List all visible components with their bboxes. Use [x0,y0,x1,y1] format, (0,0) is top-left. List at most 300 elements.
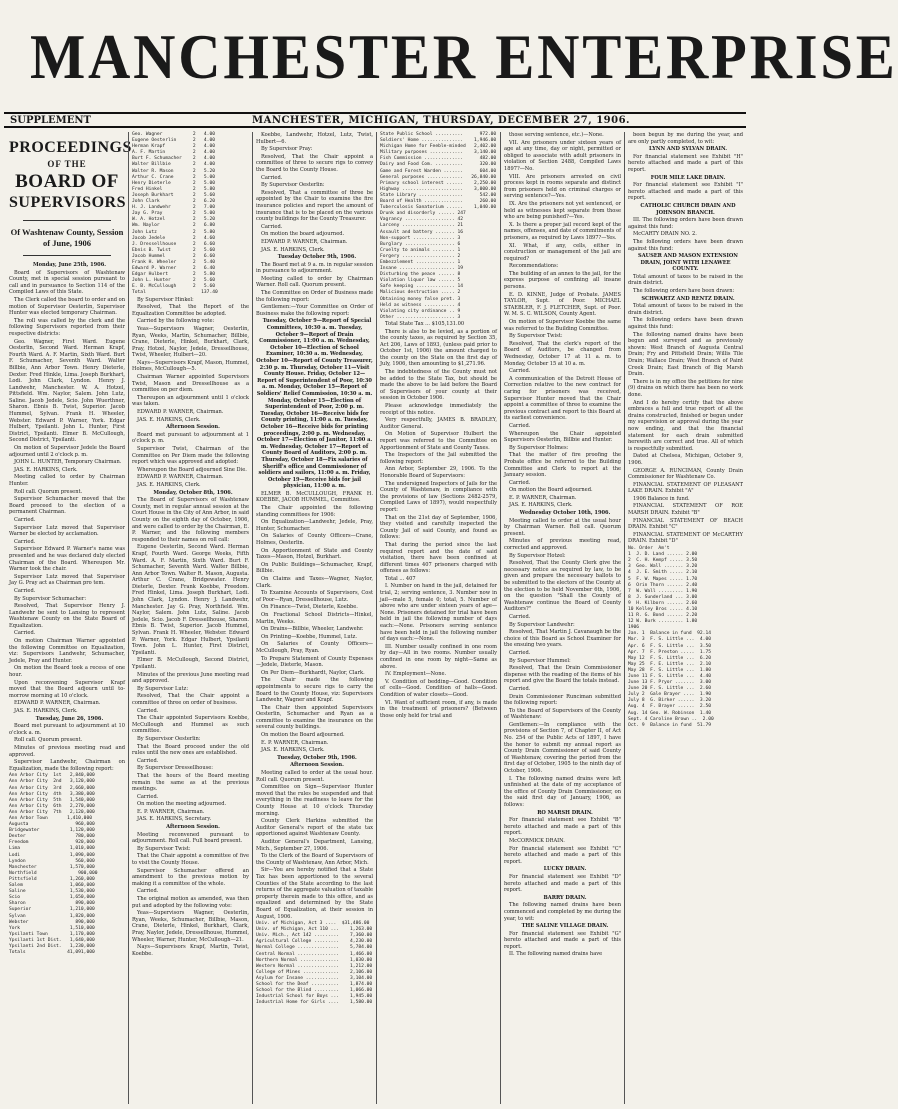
paragraph: Upon reconvening Supervisor Krapf moved that the Board adjourn until to-morrow morning at 10 o'clock. [9,679,125,699]
table-row: Western Normal ............... 1,212.00 [256,963,373,969]
table-row: Webster 890,000 [9,919,95,925]
paragraph: Resolved, That Supervisor Henry J. Landwehr be sent to Lansing to represent Washtenaw County on the State Board of Equalization. [9,603,125,629]
table-row: Violation liquor law ...... 5 [380,278,461,284]
paragraph: JAS. E. HARKINS, Clerk. [261,246,325,253]
paragraph: E. P. WARNER, Chairman. [509,494,577,501]
paragraph: Board met pursuant to adjournment at 10 o'clock a. m. [9,723,125,736]
paragraph: The following orders have been drawn: [633,288,735,295]
paragraph: On Public Buildings—Schumacher, Krapf, Billbie. [256,561,373,575]
table-row: 1906 [628,625,640,631]
paragraph: There is in my office the petitions for nine (9) drains on which there has been no work done. [628,378,743,398]
paragraph: VIII. Are prisoners arrested on civil process kept in rooms separate and distinct from prisoners held on criminal charges or serving sentence?—Yes. [504,173,621,200]
column-3-body [256,132,373,920]
table-row: Jacob Jedele 2 4.60 [132,235,215,241]
table-row: John Lutz 2 5.80 [132,229,215,235]
table-row: Univ. of Michigan, Act 3 .... $31,486.00 [256,921,370,927]
table-row: Insane .................... 19 [380,266,463,272]
paragraph: Carried. [14,630,36,637]
paragraph: On Fractional School Districts—Hinkel, Martin, Weeks. [256,611,373,625]
state-tax-table [256,921,373,1006]
table-row: Ann Arbor City 5th 1,540,000 [9,797,95,803]
column-2 [128,132,252,1104]
paragraph: For financial statement see Exhibit "H" hereto attached and made a part of this report. [628,153,743,173]
paragraph: The Board met at 9 a. m. in regular session in pursuance to adjournment. [256,261,373,275]
article-columns [6,132,746,1104]
paragraph: E. P. WARNER, Chairman. [261,739,329,746]
table-row: Apr. 7 F. Preston ..... 1.75 [628,649,711,655]
paragraph: Auditor General's Department, Lansing, Mich., September 27, 1906. [256,838,373,852]
paragraph: Monday, October 8th, 1906. [153,489,233,496]
paragraph: Nays—Supervisors Krapf, Mason, Hummel, Holmes, McCullough—5. [132,359,249,373]
paragraph: For financial statement see Exhibit "I" hereto attached and made a part of this report. [628,182,743,202]
paragraph: By Supervisor Oesterlin: [261,182,325,189]
headline-line-1: PROCEEDINGS [9,139,132,156]
table-row: Henry Dieterle 2 5.00 [132,180,215,186]
paragraph: The Committee on Order of Business made the following report: [256,290,373,303]
table-row: Other ..................... 3 [380,314,461,320]
paragraph: The building of an annex to the jail, for the express purpose of confining all insane persons. [504,270,621,291]
newspaper-page [4,0,898,1109]
paragraph: JAS. E. HARKINS, Clerk. [14,466,78,473]
table-row: Asylum for Insane ............ 3,104.00 [256,975,373,981]
paragraph: On Salaries of County Officers—Crane, Holmes, Oesterlin. [256,533,373,547]
paragraph: Carried. [137,707,159,714]
paragraph: 1906 Balance in fund. [633,495,690,502]
paragraph: The Clerk called the board to order and on motion of Supervisor Oesterlin, Supervisor Hunter was elected temporary Chairman. [9,296,125,317]
paragraph: VI. Want of sufficient room, if any, is made in the treatment of prisoners? (Between those only held for trial and [380,699,497,719]
table-row: Non-support ............... 3 [380,235,461,241]
paragraph: JAS. E. HARKINS, Clerk. [137,416,201,423]
table-row: Tuberculosis Sanatorium ...... 1,040.00 [380,205,497,211]
paragraph: CATHOLIC CHURCH DRAIN AND JOHNSON BRANCH. [640,202,736,216]
paragraph: There is also to be levied, as a portion of the county taxes, as required by Section 35, Act 206, Laws of 1893, (unless paid prior to October 1st, 1906) the amount charged to the county on the State on the first day of July, 1906, then amounting to $1,271.96. [380,328,497,368]
paragraph: Roll call. Quorum present. [14,488,83,495]
paragraph: County Clerk Harkins submitted the Auditor General's report of the state tax apportioned against Washtenaw County. [256,818,373,838]
paragraph: The following orders have been drawn against this fund: [628,317,743,331]
paragraph: Supervisor Twist, Chairman of the Committee on Per Diem made the following report which was approved and adopted: [132,446,249,466]
table-row: Frank H. Wheeler 2 5.40 [132,259,215,265]
paragraph: Yeas—Supervisors Wagner, Oesterlin, Ryan, Weeks, Schumacher, Billbie, Mason, Crane, Dieterle, Hinkel, Burkhart, Clark, Pray, Naylor, Jedele, Dressellhouse, Hummel, Wheeler, Warner, Hunter, McCullough—21. [132,910,249,943]
paragraph: FINANCIAL STATEMENT OF McCARTHY DRAIN. Exhibit "D" [628,531,743,545]
lake-drain-table [628,625,743,729]
table-row: General purposes ............. 26,840.00 [380,174,497,180]
paragraph: The following named drains have been commenced and completed by me during the year, to wit: [504,902,621,922]
table-row: Univ. Mich., Act 142 ......... 7,360.00 [256,933,373,939]
table-row: A. F. Martin 2 4.00 [132,150,215,156]
table-row: Larceny ................... 21 [380,223,463,229]
paragraph: JAS. E. HARKINS, Clerk. [509,502,573,509]
paragraph: Gentlemen:—In compliance with the provisions of Section 7, of Chapter II, of Act No. 254 of the Public Acts of 1897, I have the honor to submit my annual report as County Drain Commissioner of said County of Washtenaw, covering the period from the first day of October, 1905 to the ninth day of October, 1906. [504,721,621,775]
paragraph: JOHN L. HUNTER, Temporary Chairman. [14,459,122,466]
paragraph: Chairman Warner appointed Supervisors Twist, Mason and Dressellhouse as a committee on per diem. [132,374,249,394]
column-3 [252,132,376,1104]
table-row: June 13 F. Pryor ....... 3.00 [628,680,711,686]
paragraph: On motion the board adjourned. [261,231,345,238]
paragraph: III. The following orders have been drawn against this fund: [628,217,743,230]
paragraph: Minutes of previous meeting read and approved. [9,744,125,758]
table-row: Salem 1,060,000 [9,883,95,889]
paragraph: Wednesday October 10th, 1906. [519,510,611,517]
newspaper-title: MANCHESTER ENTERPRISE [29,22,898,92]
paragraph: By Supervisor Twist: [509,333,563,340]
paragraph: By Supervisor Hummel: [509,657,571,664]
table-row: Lyndon 560,000 [9,858,95,864]
location-date: MANCHESTER, MICHIGAN, THURSDAY, DECEMBER 27, 1906. [252,115,631,126]
table-row: No. Order Am't [628,546,670,552]
table-row: Augusta 960,000 [9,822,95,828]
column-4 [376,132,500,1104]
paragraph: been begun by me during the year, and are only partly completed, to wit: [628,132,743,145]
paragraph: Whereupon the Chair appointed Supervisors Oesterlin, Billbie and Hunter. [504,430,621,444]
paragraph: Meeting called to order by Chairman Warner. Roll call. Quorum present. [256,275,373,289]
session-subtitle: Of Washtenaw County, Session of June, 1906 [10,227,124,248]
table-row: Jay G. Pray 2 5.00 [132,211,215,217]
paragraph: THE SALINE VILLAGE DRAIN. [521,923,609,930]
paragraph: II. The following named drains have [509,951,603,958]
paragraph: On Salaries of County Officers—McCullough, Pray, Ryan. [256,641,373,654]
table-row: Scio 1,650,000 [9,895,95,901]
paragraph: Resolved, That the clerk's report of the Board of Auditors, be changed from Wednesday, October 17 at 11 a. m. to Monday, October 15 at 10 a. m. [504,340,621,367]
paragraph: Total amount of taxes to be raised in the drain district. [628,303,743,316]
state-tax-table-continued [380,132,497,321]
paragraph: E. D. KINNE, Judge of Probate. JAMES TAYLOR, Supt. of Poor. MICHAEL STAEBLER, F. J. FLETCHER, Supt. of Poor. W. M. S. C. WILSON, County Agent. [504,291,621,318]
table-row: Wm. Naylor 2 6.80 [132,223,215,229]
table-row: Held as witness ........... 4 [380,302,461,308]
paragraph: FINANCIAL STATEMENT OF PLEASANT LAKE DRAIN. Exhibit "A" [628,481,743,495]
table-row: 5 F. W. Mapes ..... 1.70 [628,576,698,582]
paragraph: VII. Are prisoners under sixteen years of age at any time, day or night, permitted or obliged to associate with adult prisoners in violation of Section 2488, Compiled Laws 1897?—No. [504,139,621,172]
table-row: 7 W. Wall ......... 1.90 [628,588,698,594]
paragraph: To the Clerk of the Board of Supervisors of the County of Washtenaw, Ann Arbor, Mich. [256,853,373,866]
paragraph: On motion Chairman Warner appointed the following Committee on Equalization, viz: Supervisors Landwehr, Schumacher, Jedele, Pray and Hunter. [9,638,125,664]
paragraph: Drain Commissioner Runciman submitted the following report: [504,693,621,707]
paragraph: On Apportionment of State and County Taxes—Mason, Hotzel, Burkhart. [256,547,373,561]
paragraph: Nays—Supervisors Krapf, Martin, Twist, Koebbe. [132,944,249,957]
table-row: Jan. 1 Balance in fund 92.14 [628,631,711,637]
table-row: John Clark 2 6.20 [132,199,215,205]
table-row: School for the Blind ......... 1,066.00 [256,988,373,994]
table-row: Ann Arbor Town 1,410,000 [9,816,92,821]
paragraph: Meeting reconvened pursuant to adjournment. Roll call. Full board present. [132,831,249,845]
paragraph: I. Number on hand in the jail, detained for trial, 2; serving sentence, 3. Number now in jail—male 5, female 0; total, 5. Number of above who are under sixteen years of age—None. Prisoners detained for trial have been held in jail the following number of days each:—None. Prisoners serving sentence have been held in jail the following number of days each:—None. [380,583,497,643]
table-row: Ypsilanti 2nd Dist. 1,230,000 [9,943,95,949]
paragraph: McCORMICK DRAIN. [509,837,565,844]
paragraph: I. The following named drains were left unfinished at the date of my acceptance of the office of County Drain Commissioner, on the said first day of January, 1906, as follows: [504,775,621,808]
table-row: Aug. 4 F. Brayer ...... 2.50 [628,704,711,710]
paragraph: Tuesday, June 26, 1906. [35,715,104,722]
paragraph: By Supervisor Landwehr: [509,621,575,628]
paragraph: Resolved, That the County Clerk give the necessary notice as required by law, to be given and prepare the necessary ballots to be submitted to the electors of the County at the election to be held November 6th, 1906, on the question "Shall the County of Washtenaw continue the Board of County Auditors?" [504,560,621,613]
table-row: Univ. of Michigan, Act 110 ... 1,263.00 [256,927,373,933]
table-row: July 8 G. Birker ...... 3.20 [628,698,711,704]
paragraph: EDWARD P. WARNER, Chairman. [137,474,224,481]
paragraph: IX. Are the prisoners not yet sentenced, or held as witnesses kept separate from those who are being punished?—Yes. [504,200,621,221]
table-row: Michigan Home for Feeble-minded 2,402.00 [380,144,497,150]
table-row: Obtaining money false pret. 3 [380,296,461,302]
paragraph: Supervisor Landwehr, Chairman on Equalization, made the following report: [9,759,125,772]
paragraph: Resolved, That the Drain Commissioner dispense with the reading of the items of his report and give the Board the totals instead. [504,665,621,685]
paragraph: Carried. [509,613,531,620]
paragraph: Carried. [261,174,283,181]
paragraph: Supervisor Lutz moved that Supervisor Jay G. Pray act as Chairman pro tem. [9,573,125,587]
paragraph: The following orders have been drawn against this fund: [628,238,743,252]
paragraph: those serving sentence, etc.)—None. [509,132,604,138]
paragraph: Minutes of previous meeting read, corrected and approved. [504,538,621,552]
paragraph: JAS. E. HARKINS, Clerk. [261,747,325,754]
table-row: 3 Geo. Wall ....... 3.20 [628,564,698,570]
column-5 [500,132,624,1104]
paragraph: The indebtedness of the County must not be added to the State Tax, but should be made the above to be laid before the Board of Supervisors of your county at their session in October 1906. [380,369,497,402]
paragraph: Carried. [14,538,36,545]
paragraph: On motion of Supervisor Jedele the Board adjourned until 2 o'clock p. m. [9,445,125,458]
paragraph: To the Board of Supervisors of the County of Washtenaw: [504,707,621,721]
table-row: Ypsilanti Town 1,170,000 [9,931,95,937]
paragraph: Eugene Oesterlin, Second Ward. Herman Krapf, Fourth Ward. George Weeks, Fifth Ward. A. F. Martin, Sixth Ward. Burt F. Schumacher, Seventh Ward. Walter Billbie, Ann Arbor Town. Walter R. Mason, Augusta. Arthur C. Crane, Bridgewater. Henry Dieterle, Dexter. Frank Koebbe, Freedom. Fred Hinkel, Lima. Joseph Burkhart, Lodi. John Clark, Lyndon. Henry J. Landwehr, Manchester. Jay G. Pray, Northfield. Wm. Naylor, Salem. John Lutz, Saline. Jacob Jedele, Scio. Jacob F. Dressellhouse, Sharon. Ebnis B. Twist, Superior. Jacob Hummel, Sylvan. Frank H. Wheeler, Webster. Edward P. Warner, York. Edgar Hulbert, Ypsilanti Town. John L. Hunter, First District, Ypsilanti. [132,544,249,656]
paragraph: Resolved, That the Chair appoint a committee of three to secure rigs to convey the Board to the County House. [256,153,373,173]
paragraph: That the matter of fire proofing the Probate office be referred to the Building Committee and Clerk to report at the January session. [504,452,621,479]
paragraph: Afternoon Session. [166,824,220,831]
table-row: Ebnis B. Twist 2 5.60 [132,247,215,253]
paragraph: FINANCIAL STATEMENT OF BEACH DRAIN. Exhibit "C" [628,517,743,531]
table-row: Mar. 3 F. S. Little ... 4.00 [628,637,711,643]
table-row: Cruelty to animals ........ 1 [380,247,461,253]
column-5-body [504,132,621,958]
table-row: 12 W. Burk ......... 1.80 [628,619,698,625]
paragraph: Carried. [14,587,36,594]
table-row: Fred Hinkel 2 5.80 [132,186,215,192]
table-row: Board of Health .............. 260.00 [380,199,497,205]
paragraph: Board met pursuant to adjournment at 1 o'clock p. m. [132,431,249,445]
paragraph: To Prepare Statement of County Expenses—Jedele, Dieterle, Mason. [256,655,373,669]
table-row: Ann Arbor City 2nd 3,120,000 [9,779,95,785]
paragraph: McCARTY DRAIN NO. 2. [633,231,697,238]
paragraph: Carried. [14,516,36,523]
paragraph: Tuesday October 9th, 1906. [277,254,357,261]
paragraph: JAS. E. HARKINS, Clerk. [14,708,78,714]
paragraph: Recommendations: [509,263,559,270]
table-row: Soldiers' Home ............... 1,946.00 [380,138,497,144]
paragraph: Roll call. Quorum present. [14,737,83,744]
column-6 [624,132,746,1104]
table-row: Forgery ................... 2 [380,253,461,259]
table-row: Lima 1,010,000 [9,846,95,852]
paragraph: For financial statement see Exhibit "D" hereto attached and made a part of this report. [504,873,621,894]
table-row: Jacob Hummel 2 6.60 [132,253,215,259]
table-row: Ann Arbor City 4th 3,380,000 [9,791,95,797]
table-row: Lodi 1,090,000 [9,852,95,858]
table-row: Aug. 14 Geo. W. Robinson 1.40 [628,710,711,716]
paragraph: Monday, June 25th, 1906. [32,262,107,268]
paragraph: RO MARSH DRAIN. [537,809,593,816]
table-row: Vagrancy .................. 42 [380,217,463,223]
paragraph: Whereupon the Board adjourned Sine Die. [137,466,247,473]
paragraph: Please acknowledge immediately the receipt of this notice. [380,403,497,416]
paragraph: III. Number usually confined in one room by day—All in two rooms. Number usually confined in one room by night—Same as above. [380,643,497,670]
paragraph: Carried. [137,888,159,895]
headline-line-3: BOARD OF [15,171,119,192]
paragraph: Resolved, That the Report of the Equalization Committee be adopted. [132,304,249,317]
table-row: Walter R. Mason 2 5.20 [132,168,215,174]
table-row: Sharon 890,000 [9,901,95,907]
paragraph: That during the period since the last required report and the date of said visitation, there have been confined at different times 407 prisoners charged with offenses as follows: [380,541,497,575]
paragraph: That the Board proceed under the old rules until the new ones are established. [132,743,249,757]
paragraph: Total State Tax ... $105,131.00 [385,320,465,327]
paragraph: On Per Diem—Burkhardt, Naylor, Clark. [261,669,365,676]
paragraph: On Printing—Koebbe, Hummel, Lutz. [261,633,357,640]
table-row: 9 H. Kilborn ...... 2.60 [628,600,698,606]
paragraph: GEORGE A. RUNCIMAN, County Drain Commissioner for Washtenaw Co. [628,467,743,481]
table-row: 2 C. H. Kempf ..... 3.50 [628,558,698,564]
paragraph: Elmer B. McCullough, Second District, Ypsilanti. [132,657,249,670]
table-row: Edgar Hulbert 2 5.80 [132,272,215,278]
table-row: Sept. 4 Caroline Brown .. 2.00 [628,716,714,722]
paragraph: Total amount of taxes to be raised in the drain district. [628,273,743,287]
paragraph: ELMER B. McCULLOUGH, FRANK H. KOEBBE, JACOB HUMMEL, Committee. [256,490,373,504]
table-row: Safe keeping .............. 14 [380,284,463,290]
proceedings-headline [9,138,132,212]
paragraph: XI. What, if any, cells, either in construction or management of the jail are required? [504,242,621,262]
paragraph: Minutes of the previous June meeting read and approved. [132,671,249,685]
dateline-bar [4,112,746,128]
paragraph: Supervisor Schumacher offered an amendment to the previous motion by making it a committee of the whole. [132,867,249,887]
paragraph: By Supervisor Lutz: [137,685,189,692]
table-row: June 11 F. S. Little ... 4.40 [628,674,711,679]
column-1-body [9,262,125,772]
paragraph: Carried. [509,368,531,375]
section-label: SUPPLEMENT [10,115,91,126]
paragraph: That on the 21st day of September, 1906, they visited and carefully inspected the County Jail of said County, and found as follows: [380,514,497,541]
table-row: Ann Arbor City 3rd 2,660,000 [9,785,95,791]
equalization-table [9,773,125,956]
masthead [4,8,898,108]
paragraph: Very respectfully, JAMES B. BRADLEY, Auditor General. [380,417,497,430]
headline-line-2: OF THE [47,159,87,169]
table-row: Ann Arbor City 6th 2,270,000 [9,803,95,809]
paragraph: On motion of Supervisor Koebbe the same was referred to the Building Committee. [504,319,621,332]
paragraph: On motion the Board adjourned. [261,732,345,739]
paragraph: The following named drains have been begun and surveyed and as previously shown: West Branch of Augusta Central Drain; Fry and Pittsfield Drain; Willis Tile Drain; Wallace Drain; West Branch of Paint Creek Drain; East Branch of Big Marsh Drain. [628,331,743,378]
table-row: Herman Krapf 2 4.00 [132,144,215,150]
paragraph: Meeting called to order at the usual hour. Roll call. Quorum present. [256,770,373,783]
table-row: Burt F. Schumacher 2 4.00 [132,156,215,162]
table-row: Military purposes ............ 3,140.00 [380,150,497,156]
paragraph: LUCKY DRAIN. [543,866,587,873]
table-row: York 1,510,000 [9,925,95,931]
table-row: Northern Normal .............. 1,030.00 [256,957,373,963]
table-row: Ypsilanti 1st Dist. 1,640,000 [9,937,95,943]
table-row: College of Mines ............. 2,106.00 [256,969,373,975]
paragraph: On motion the Board took a recess of one hour. [9,665,125,679]
table-row: Eugene Oesterlin 2 4.00 [132,138,215,144]
table-row: 10 Kelley Bros ..... 4.10 [628,606,698,612]
table-row: Totals 41,091,000 [9,950,95,956]
table-row: Edward P. Warner 2 6.40 [132,266,215,272]
paragraph: V. Condition of bedding—Good. Condition of cells—Good. Condition of halls—Good. Condition of water closets—Good. [380,678,497,698]
paragraph: EDWARD P. WARNER, Chairman. [14,700,101,707]
table-row: Primary school interest ...... 2,250.00 [380,180,497,186]
table-row: Violating city ordinance .. 9 [380,308,461,314]
table-row: 11 R. G. Bond ...... 2.20 [628,613,698,619]
paragraph: By Supervisor Hinkel: [137,296,194,303]
table-row: May 12 F. S. Little ... 6.20 [628,655,711,661]
paragraph: For financial statement see Exhibit "C" hereto attached and made a part of this report. [504,845,621,865]
paragraph: The Board of Supervisors of Washtenaw County, met in regular annual session at the Court House in the City of Ann Arbor, in said County on the eighth day of October, 1906, and were called to order by the Chairman, E. P. Warner, and the following members responded to their names on roll call: [132,497,249,543]
paragraph: Carried. [509,685,531,692]
paragraph: Supervisor Edward P. Warner's name was presented and he was declared duly elected Chairman of the Board. Whereupon Mr. Warner took the chair. [9,546,125,573]
table-row: J. Dressellhouse 2 6.60 [132,241,215,247]
table-row: State Library ................ 542.00 [380,192,497,198]
paragraph: Total ... 407 [385,575,416,582]
paragraph: By Supervisor Pray: [261,146,313,153]
paragraph: SAUSER AND MASON EXTENSION DRAIN, JOINT WITH LENAWEE COUNTY. [638,253,738,273]
paragraph: The Chair made the following appointments to secure rigs to carry the Board to the County House, viz: Supervisors Landwehr, Wagner and Krapf. [256,677,373,704]
paragraph: The Inspectors of the Jail submitted the following report: [380,452,497,465]
paragraph: Afternoon Session. [166,424,220,431]
table-row: Ann Arbor City 1st 2,840,000 [9,773,95,779]
table-row: Oct. 9 Balance in fund 51.79 [628,722,711,728]
table-row: Total 137.40 [132,290,218,296]
paragraph: JAS. E. HARKINS, Secretary. [137,816,212,823]
paragraph: By Supervisor Schumacher: [14,595,87,602]
table-row: Arthur C. Crane 2 5.00 [132,174,215,180]
table-row: Ann Arbor City 7th 2,120,000 [9,809,95,815]
table-row: Geo. Wagner 2 4.00 [132,132,215,137]
paragraph: IV. Employment—None. [385,671,447,678]
table-row: Game and Forest Warden ....... 604.00 [380,168,497,174]
table-row: July 2 Gale Brayer .... 1.90 [628,692,711,698]
paragraph: LYNN AND SYLVAN DRAIN. [648,146,728,153]
paragraph: By Supervisor Twist: [137,845,191,852]
table-row: Malicious destruction ..... 2 [380,290,461,296]
paragraph: On Claims and Taxes—Wagner, Naylor, Clark. [256,576,373,589]
table-row: 1 J. D. Land ...... 2.00 [628,552,698,558]
table-row: Dairy and Food Com. .......... 320.00 [380,162,497,168]
paragraph: Committee on Sign—Supervisor Hunter moved that the rules be suspended and that everything in the readiness to leave for the County House at 10 o'clock Thursday morning. [256,784,373,817]
table-row: Drunk and disorderly ...... 247 [380,211,466,217]
table-row: State Public School .......... 972.00 [380,132,497,137]
paragraph: Tuesday, October 9th, 1906. [277,754,357,761]
paragraph: By Supervisor Dressellhouse: [137,765,213,772]
paragraph: On Finance—Twist, Dieterle, Koebbe. [261,604,358,611]
table-row: May 25 F. E. Little ... 2.10 [628,661,711,667]
paragraph: Carried. [261,223,283,230]
paragraph: A communication of the Detroit House of Correction relative to the new contract for caring for prisoners was received, Supervisor Hunter moved that the Chair appoint a committee of three to examine the previous contract and report to this Board at its earliest convenience. [504,375,621,422]
table-row: E. B. McCullough 2 5.60 [132,284,215,290]
paragraph: Gentlemen:—Your Committee on Order of Business make the following report: [256,304,373,317]
table-row: 8 J. Sunderland ... 3.00 [628,594,698,600]
divider [23,220,111,221]
paragraph: And I do hereby certify that the above embraces a full and true report of all the drains constructed, finished or begun under my supervision or approval during the year now ending, and that the financial statement for each drain submitted herewith are correct and true. All of which is respectfully submitted. [628,399,743,452]
paragraph: The roll was called by the clerk and the following Supervisors reported from their respective districts: [9,317,125,337]
table-row: May 28 F. S. Little ... 1.80 [628,667,711,673]
table-row: Saline 1,530,000 [9,889,95,895]
table-row: Burglary .................. 6 [380,241,461,247]
paragraph: That the hours of the Board meeting remain the same as at the previous meetings. [132,772,249,793]
table-row: Assault and battery ....... 16 [380,229,463,235]
table-row: W. A. Hotzel 2 5.20 [132,217,215,223]
paragraph: Supervisor Schumacher moved that the Board proceed to the election of a permanent Chairman. [9,496,125,516]
paragraph: Meeting called to order at the usual hour by Chairman Warner. Roll call. Quorum present. [504,517,621,537]
paragraph: Tuesday, October 9—Report of Special Committees, 10:30 a. m. Tuesday, October 9—Report of Drain Commissioner, 11:00 a. m. Wednesday, October 10—Election of School Examiner, 10:30 a. m. Wednesday, October 10—Report of County Treasurer, 2:30 p. m. Thursday, October 11—Visit County House. Friday, October 12—Report of Superintendent of Poor, 10:30 a. m. Monday, October 15—Report of Soldiers' Relief Commission, 10:30 a. m. Monday, October 15—Election of Superintendent of Poor, 2:00 p. m. Tuesday, October 16—Receive bids for County printing, 11:00 a. m. Tuesday, October 16—Receive bids for printing proceedings, 2:00 p. m. Wednesday, October 17—Election of Janitor, 11:00 a. m. Wednesday, October 17—Report of County Board of Auditors, 2:00 p. m. Thursday, October 18—Fix salaries of Sheriff's office and Commissioner of soldiers and sailors, 11:00 a. m. Friday, October 19—Receive bids for jail physician, 11:00 a. m. [256,318,373,490]
paragraph: E. P. WARNER, Chairman. [137,808,205,815]
headline-line-4: SUPERVISORS [9,194,126,211]
paragraph: Board of Supervisors of Washtenaw County, met in special session pursuant to call and in pursuance to Section 114 of the Compiled Laws of this State. [9,269,125,296]
table-row: June 20 F. S. Little ... 2.60 [628,686,711,692]
table-row: Freedom 920,000 [9,840,95,846]
column-6-body [628,132,743,545]
table-row: Pittsfield 1,260,000 [9,876,95,882]
table-row: Joseph Burkhart 2 5.60 [132,192,215,198]
